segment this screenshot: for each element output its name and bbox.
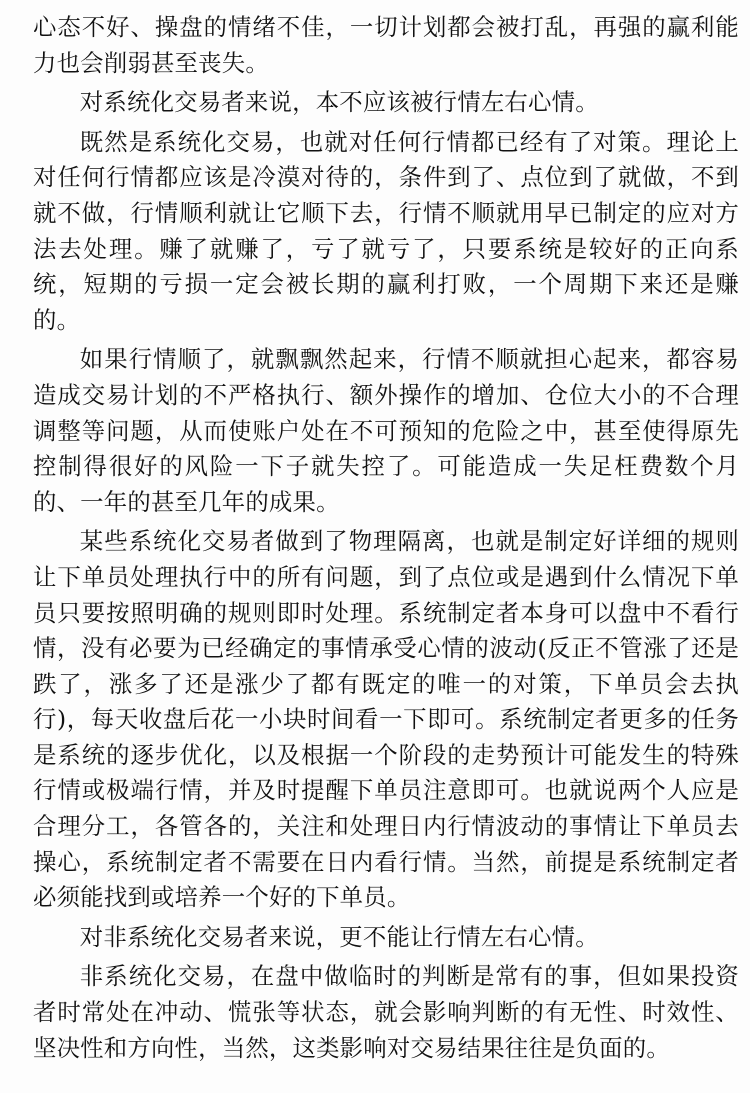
- body-text: [33, 10, 739, 1066]
- paragraph-1: 心态不好、操盘的情绪不佳，一切计划都会被打乱，再强的赢利能力也会削弱甚至丧失。: [33, 13, 739, 77]
- paragraph-4: 如果行情顺了，就飘飘然起来，行情不顺就担心起来，都容易造成交易计划的不严格执行、额外操作的增加、仓位大小的不合理调整等问题，从而使账户处在不可预知的危险之中，甚至使得原先控制得很好的风险一下子就失控了。可能造成一失足枉费数个月的、一年的甚至几年的成果。: [33, 345, 739, 516]
- paragraph-5: 某些系统化交易者做到了物理隔离，也就是制定好详细的规则让下单员处理执行中的所有问题，到了点位或是遇到什么情况下单员只要按照明确的规则即时处理。系统制定者本身可以盘中不看行情，没有必要为已经确定的事情承受心情的波动(反正不管涨了还是跌了，涨多了还是涨少了都有既定的唯一的对策，下单员会去执行)，每天收盘后花一小块时间看一下即可。系统制定者更多的任务是系统的逐步优化，以及根据一个阶段的走势预计可能发生的特殊行情或极端行情，并及时提醒下单员注意即可。也就说两个人应是合理分工，各管各的，关注和处理日内行情波动的事情让下单员去操心，系统制定者不需要在日内看行情。当然，前提是系统制定者必须能找到或培养一个好的下单员。: [33, 527, 739, 912]
- paragraph-6: 对非系统化交易者来说，更不能让行情左右心情。: [79, 922, 599, 951]
- paragraph-7: 非系统化交易，在盘中做临时的判断是常有的事，但如果投资者时常处在冲动、慌张等状态，就会影响判断的有无性、时效性、坚决性和方向性，当然，这类影响对交易结果往往是负面的。: [33, 962, 739, 1062]
- paragraph-3: 既然是系统化交易，也就对任何行情都已经有了对策。理论上对任何行情都应该是冷漠对待的，条件到了、点位到了就做，不到就不做，行情顺利就让它顺下去，行情不顺就用早已制定的应对方法去处理。赚了就赚了，亏了就亏了，只要系统是较好的正向系统，短期的亏损一定会被长期的赢利打败，一个周期下来还是赚的。: [33, 127, 739, 334]
- paragraph-2: 对系统化交易者来说，本不应该被行情左右心情。: [79, 88, 599, 117]
